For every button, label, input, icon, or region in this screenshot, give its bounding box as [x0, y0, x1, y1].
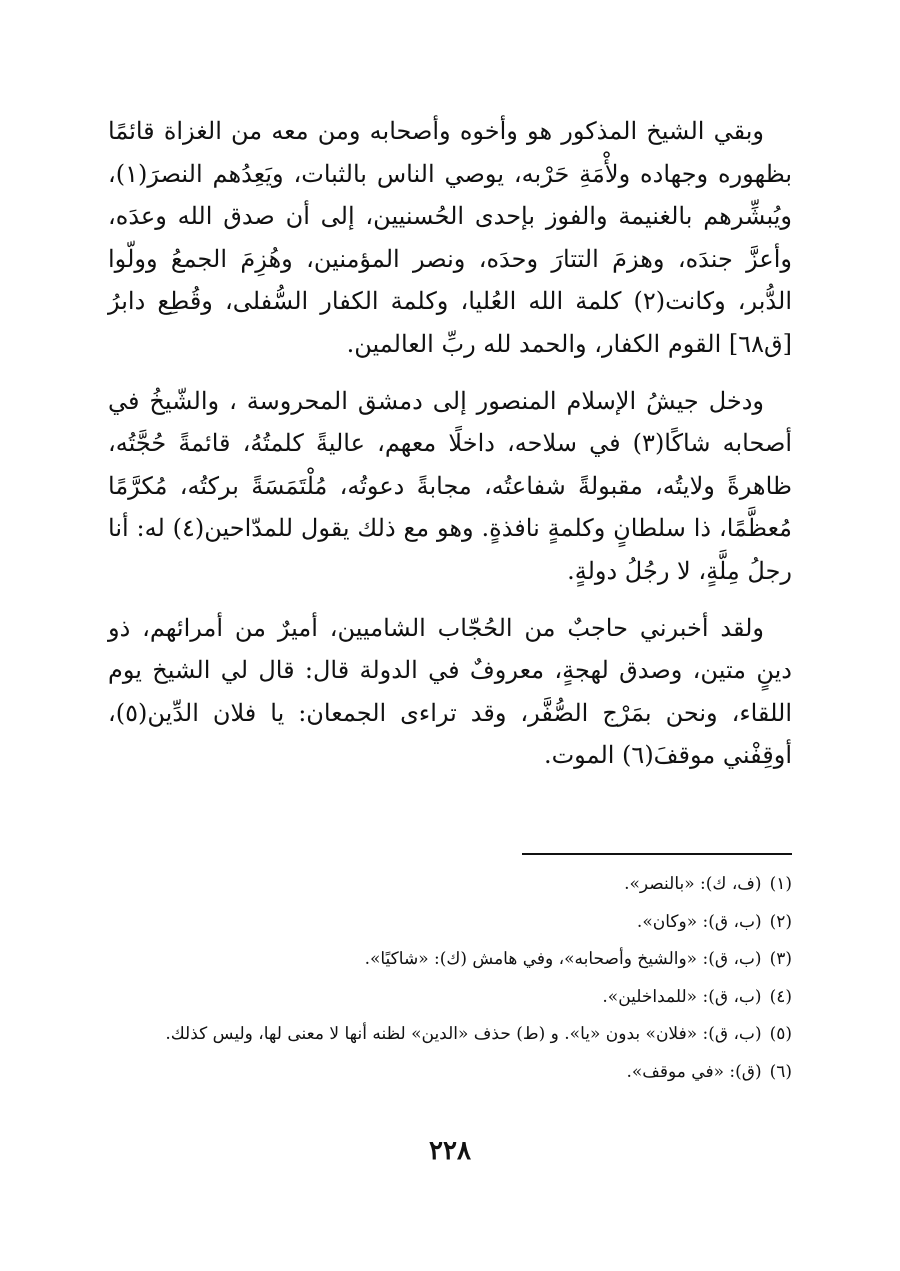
footnote-text: (ف، ك): «بالنصر».	[624, 874, 762, 894]
footnote-3	[100, 941, 792, 979]
footnote-number: (٤)	[769, 986, 792, 1007]
paragraph-1: وبقي الشيخ المذكور هو وأخوه وأصحابه ومن معه من الغزاة قائمًا بظهوره وجهاده ولأْمَةِ حَرْبه، يوصي الناس بالثبات، ويَعِدُهم النصرَ(١)، ويُبشِّرهم بالغنيمة والفوز بإحدى الحُسنيين، إلى أن صدق الله وعدَه، وأعزَّ جندَه، وهزمَ التتارَ وحدَه، ونصر المؤمنين، وهُزِمَ الجمعُ وولّوا الدُّبر، وكانت(٢) كلمة الله العُليا، وكلمة الكفار السُّفلى، وقُطِع دابرُ [ق٦٨] القوم الكفار، والحمد لله ربِّ العالمين.	[108, 117, 792, 358]
footnote-5	[100, 1016, 792, 1054]
paragraph-3: ولقد أخبرني حاجبٌ من الحُجّاب الشاميين، أميرٌ من أمرائهم، ذو دينٍ متين، وصدق لهجةٍ، معروفٌ في الدولة قال: قال لي الشيخ يوم اللقاء، ونحن بمَرْج الصُّفَّر، وقد تراءى الجمعان: يا فلان الدِّين(٥)، أوقِفْني موقفَ(٦) الموت.	[108, 613, 792, 770]
footnote-2	[100, 904, 792, 942]
footnote-number: (٥)	[769, 1024, 792, 1044]
main-text	[108, 110, 792, 791]
footnote-text: (ب، ق): «للمداخلين».	[602, 986, 762, 1007]
footnote-number: (٦)	[769, 1061, 792, 1082]
page-number: ٢٢٨	[429, 1136, 471, 1166]
footnote-text: (ب، ق): «وكان».	[636, 911, 762, 932]
paragraph-2: ودخل جيشُ الإسلام المنصور إلى دمشق المحروسة ، والشّيخُ في أصحابه شاكًا(٣) في سلاحه، داخلًا معهم، عاليةً كلمتُهُ، قائمةً حُجَّتُه، ظاهرةً ولايتُه، مقبولةً شفاعتُه، مجابةً دعوتُه، مُلْتَمَسَةً بركتُه، مُكرَّمًا مُعظَّمًا، ذا سلطانٍ وكلمةٍ نافذةٍ. وهو مع ذلك يقول للمدّاحين(٤) له: أنا رجلُ مِلَّةٍ، لا رجُلُ دولةٍ.	[108, 386, 792, 585]
footnote-number: (٢)	[769, 911, 792, 932]
footnote-4	[100, 979, 792, 1017]
footnote-6	[100, 1054, 792, 1092]
footnote-number: (١)	[769, 874, 792, 894]
footnotes	[100, 866, 792, 1091]
footnote-number: (٣)	[769, 949, 792, 969]
footnote-text: (ق): «في موقف».	[626, 1061, 762, 1082]
footnote-1	[100, 866, 792, 904]
footnote-separator	[522, 853, 792, 855]
footnote-text: (ب، ق): «والشيخ وأصحابه»، وفي هامش (ك): «شاكيًا».	[364, 949, 762, 969]
footnote-text: (ب، ق): «فلان» بدون «يا». و (ط) حذف «الدين» لظنه أنها لا معنى لها، وليس كذلك.	[165, 1024, 762, 1044]
